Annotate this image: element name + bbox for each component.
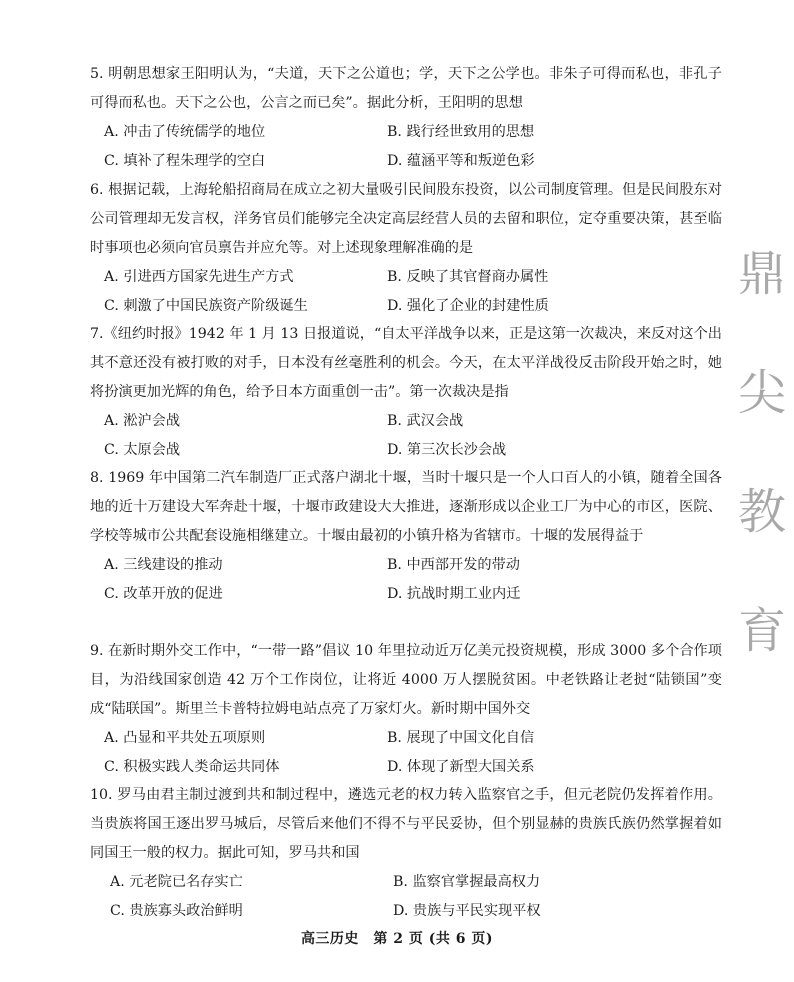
option-b: B. 展现了中国文化自信 <box>387 730 535 746</box>
option-d: D. 第三次长沙会战 <box>387 442 507 458</box>
watermark-char: 尖 <box>737 365 786 421</box>
question-9 <box>90 637 722 782</box>
question-options <box>90 407 722 465</box>
question-stem: 6. 根据记载，上海轮船招商局在成立之初大量吸引民间股东投资，以公司制度管理。但是民间股东对公司管理却无发言权，洋务官员们能够完全决定高层经营人员的去留和职位，定夺重要决策，甚至临时事项也必须向官员禀告并应允等。对上述现象理解准确的是 <box>90 182 722 256</box>
question-stem: 8. 1969 年中国第二汽车制造厂正式落户湖北十堰，当时十堰只是一个人口百人的小镇，随着全国各地的近十万建设大军奔赴十堰，十堰市政建设大大推进，逐渐形成以企业工厂为中心的市区，医院、学校等城市公共配套设施相继建立。十堰由最初的小镇升格为省辖市。十堰的发展得益于 <box>90 470 722 544</box>
option-b: B. 武汉会战 <box>387 413 464 429</box>
option-c: C. 积极实践人类命运共同体 <box>104 759 280 775</box>
option-d: D. 强化了企业的封建性质 <box>387 298 549 314</box>
watermark <box>732 246 792 726</box>
option-a: A. 淞沪会战 <box>104 413 181 429</box>
question-stem: 10. 罗马由君主制过渡到共和制过程中，遴选元老的权力转入监察官之手，但元老院仍发挥着作用。当贵族将国王逐出罗马城后，尽管后来他们不得不与平民妥协，但个别显赫的贵族氏族仍然掌握着如同国王一般的权力。据此可知，罗马共和国 <box>90 787 722 861</box>
question-7 <box>90 320 722 465</box>
question-options <box>90 263 722 321</box>
option-b: B. 监察官掌握最高权力 <box>393 874 541 890</box>
option-c: C. 贵族寡头政治鲜明 <box>110 903 243 919</box>
option-d: D. 体现了新型大国关系 <box>387 759 535 775</box>
question-options <box>90 868 722 926</box>
question-stem: 5. 明朝思想家王阳明认为，“夫道，天下之公道也；学，天下之公学也。非朱子可得而私也，非孔子可得而私也。天下之公也，公言之而已矣”。据此分析，王阳明的思想 <box>90 66 722 111</box>
option-c: C. 填补了程朱理学的空白 <box>104 153 266 169</box>
watermark-char: 鼎 <box>737 246 786 302</box>
option-c: C. 太原会战 <box>104 442 181 458</box>
question-5 <box>90 60 722 176</box>
option-a: A. 引进西方国家先进生产方式 <box>104 269 294 285</box>
question-6 <box>90 176 722 321</box>
option-a: A. 三线建设的推动 <box>104 557 223 573</box>
question-stem: 9. 在新时期外交工作中，“一带一路”倡议 10 年里拉动近万亿美元投资规模，形成 3000 多个合作项目，为沿线国家创造 42 万个工作岗位，让将近 4000 万人摆脱贫困。中老铁路让老挝“陆锁国”变成“陆联国”。斯里兰卡普特拉姆电站点亮了万家灯火。新时期中国外交 <box>90 643 722 717</box>
page-footer: 高三历史 第 2 页 (共 6 页) <box>300 931 494 947</box>
option-a: A. 凸显和平共处五项原则 <box>104 730 266 746</box>
watermark-char: 教 <box>737 484 786 540</box>
question-stem: 7.《纽约时报》1942 年 1 月 13 日报道说，“自太平洋战争以来，正是这第一次裁决，来反对这个出其不意还没有被打败的对手，日本没有丝毫胜利的机会。今天，在太平洋战役反击阶段开始之时，她将扮演更加光辉的角色，给予日本方面重创一击”。第一次裁决是指 <box>90 326 722 400</box>
watermark-char: 育 <box>737 603 786 659</box>
question-options <box>90 551 722 609</box>
option-d: D. 蕴涵平等和叛逆色彩 <box>387 153 535 169</box>
question-options <box>90 118 722 176</box>
question-10 <box>90 781 722 926</box>
option-a: A. 冲击了传统儒学的地位 <box>104 124 266 140</box>
option-b: B. 反映了其官督商办属性 <box>387 269 549 285</box>
option-b: B. 践行经世致用的思想 <box>387 124 535 140</box>
option-d: D. 抗战时期工业内迁 <box>387 586 521 602</box>
option-c: C. 改革开放的促进 <box>104 586 223 602</box>
question-options <box>90 724 722 782</box>
option-a: A. 元老院已名存实亡 <box>110 874 243 890</box>
option-c: C. 刺激了中国民族资产阶级诞生 <box>104 298 308 314</box>
question-8 <box>90 464 722 609</box>
option-b: B. 中西部开发的带动 <box>387 557 520 573</box>
option-d: D. 贵族与平民实现平权 <box>393 903 541 919</box>
